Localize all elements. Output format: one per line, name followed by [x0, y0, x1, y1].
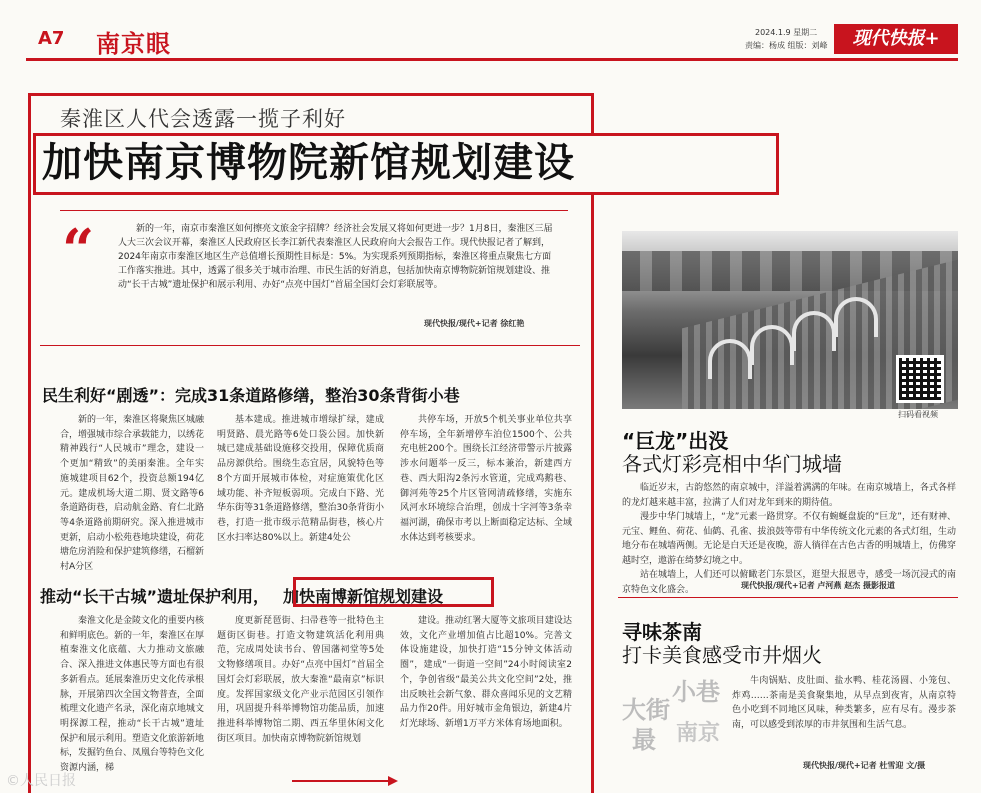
column-logo: 大街 小巷 最 南京	[622, 678, 721, 754]
article-byline: 现代快报/现代+记者 徐红艳	[424, 319, 525, 328]
page-number: A7	[38, 28, 65, 49]
article-kicker: 秦淮区人代会透露一揽子利好	[60, 107, 346, 131]
issue-date: 2024.1.9 星期二	[755, 28, 818, 37]
right-divider	[618, 597, 958, 598]
sec1-column-2: 基本建成。推进城市增绿扩绿，建成明贤路、晨光路等6处口袋公园。加快新城已建成基础设施移交投用，保障优质商品房源供给。围绕生态宜居，风貌特色等8个方面开展城市体检，对症施策优化区域功能、补齐短板弱项。完成白下路、光华东街等31条道路修缮，整治30条背街小巷，打造一批市级示范精品街巷，核心片区水扫率达80%以上。新建4处公	[217, 415, 384, 543]
page-header	[0, 0, 981, 58]
quote-mark-icon: “	[62, 217, 95, 283]
photo-dragon-arch	[792, 311, 836, 351]
subhead-highlight-box	[293, 577, 494, 607]
subhead-livelihood: 民生利好“剧透”：完成31条道路修缮，整治30条背街小巷	[42, 386, 460, 405]
lead-top-rule	[60, 210, 568, 211]
story2-subtitle: 打卡美食感受市井烟火	[622, 643, 822, 667]
subhead-culture-part-a: 推动“长干古城”遗址保护利用，	[40, 587, 270, 606]
qr-code[interactable]	[896, 355, 944, 403]
story1-subtitle: 各式灯彩亮相中华门城墙	[622, 452, 842, 476]
story2-body: 牛肉锅贴、皮肚面、盐水鸭、桂花汤圆、小笼包、炸鸡……茶南是美食聚集地，从早点到夜宵，从南京特色小吃到不同地区风味，种类繁多，应有尽有。漫步茶南，可以感受到浓厚的市井氛围和生活气息。	[732, 676, 956, 730]
photo-dragon-arch	[834, 297, 878, 337]
photo-dragon-arch	[750, 325, 794, 365]
article-headline: 加快南京博物院新馆规划建设	[42, 140, 575, 186]
sec1-column-3: 共停车场，开放5个机关事业单位共享停车场，全年新增停车泊位1500个、公共充电桩200个。围绕长江经济带警示片披露涉水问题举一反三，标本兼治，新建西方巷、西大阳沟2条污水管道，完成鸡鹅巷、御河苑等25个片区管网清疏修缮，实施东风河水环境综合治理，创成十字河等3条幸福河湖，确保市考以上断面稳定达标、全域水体达到考核要求。	[400, 415, 572, 543]
header-rule	[26, 58, 958, 61]
newspaper-logo: 现代快报+	[834, 24, 958, 54]
section-title: 南京眼	[96, 30, 171, 58]
qr-caption: 扫码看视频	[898, 410, 938, 419]
sec1-column-1: 新的一年，秦淮区将聚焦区城融合，增强城市综合承载能力，以绣花精神践行“人民城市”理念，建设一个更加“精致”的美丽秦淮。全年实施城建项目62个，投资总额194亿元。建成机场大道二期、贤文路等6条道路街巷，启动航金路、育仁北路等4条道路前期研究。深入推进城市更新，启动小松苑巷地块建设，荷花塘危房消险和保护建筑修缮，石榴新村A分区	[60, 415, 204, 573]
editor-credits: 责编：杨成 组版：刘峰	[745, 41, 828, 50]
photo-dragon-arch	[708, 339, 752, 379]
annotation-arrow-head	[388, 776, 398, 786]
annotation-arrow	[292, 780, 392, 782]
story2-title: 寻味茶南	[622, 620, 702, 644]
lead-bottom-rule	[40, 345, 580, 346]
sec2-column-3: 建设。推动红署大厦等文旅项目建设达效，文化产业增加值占比超10%。完善文体设施建设，加快打造“15分钟文体活动圈”，建成“一街道一空间”24小时阅读室2个，争创省级“最美公共文化空间”2处，推出反映社会新气象、群众喜闻乐见的文艺精品力作20件。用好城市金角银边，新建4片灯光球场、新增1万平方米体育场地面积。	[400, 616, 572, 729]
story2-byline: 现代快报/现代+记者 杜雪迎 文/摄	[803, 761, 926, 770]
story1-body: 临近岁末，古韵悠然的南京城中，洋溢着满满的年味。在南京城墙上，各式各样的龙灯越来越丰富，拉满了人们对龙年到来的期待值。 漫步中华门城墙上，“龙”元素一路贯穿。不仅有蜿蜒盘旋的“巨龙”，还有财神、元宝、鲤鱼、荷花、仙鹤、孔雀、拔浪鼓等带有中华传统文化元素的各式灯组，生动地分布在城墙两侧。无论是白天还是夜晚，游人徜徉在古色古香的明城墙上，仿佛穿越时空，遨游在绮梦幻境之中。 站在城墙上，人们还可以俯瞰老门东景区，逛望大报恩寺，感受一场沉浸式的南京特色文化盛会。	[622, 483, 956, 595]
subhead-culture-part-b: 加快南博新馆规划建设	[283, 587, 444, 606]
story1-byline: 现代快报/现代+记者 卢河燕 赵杰 摄影报道	[741, 581, 895, 590]
article-lead: 新的一年，南京市秦淮区如何擦亮文旅金字招牌？经济社会发展又将如何更进一步？1月8日，秦淮区三届人大三次会议开幕，秦淮区人民政府区长李江新代表秦淮区人民政府向大会报告工作。现代快报记者了解到，2024年南京市秦淮区地区生产总值增长预期性目标是：5%。为实现系列预期指标，秦淮区将重点聚焦七方面工作落实推进。其中，透露了很多关于城市治理、市民生活的好消息，包括加快南京博物院新馆规划建设、推动“长干古城”遗址保护和展示利用、办好“点亮中国灯”首届全国灯会灯彩联展等。	[118, 224, 553, 290]
story1-title: “巨龙”出没	[622, 429, 729, 453]
watermark: ©人民日报	[6, 773, 76, 789]
sec2-column-2: 度更新琵琶街、扫帚巷等一批特色主题街区街巷。打造文物建筑活化利用典范，完成周处读书台、曾国藩祠堂等5处文物修缮项目。办好“点亮中国灯”首届全国灯会灯彩联展，放大秦淮“最南京”标识度。发挥国家级文化产业示范园区引领作用，巩固提升科举博物馆功能品质，加速推进科举博物馆二期、西五华里休闲文化街区项目。加快南京博物院新馆规划	[217, 616, 384, 744]
sec2-column-1: 秦淮文化是金陵文化的重要内核和鲜明底色。新的一年，秦淮区在厚植秦淮文化底蕴、大力推动文旅融合、深入推进文体惠民等方面也有很多新看点。延展秦淮历史文化传承根脉，开展第四次全国文物普查，全面梳理文化遗产名录，深化南京地城文明探源工程，推动“长干古城”遗址保护和展示利用。塑造文化旅游新地标，发掘钓鱼台、凤凰台等特色文化资源内涵，梯	[60, 616, 204, 774]
